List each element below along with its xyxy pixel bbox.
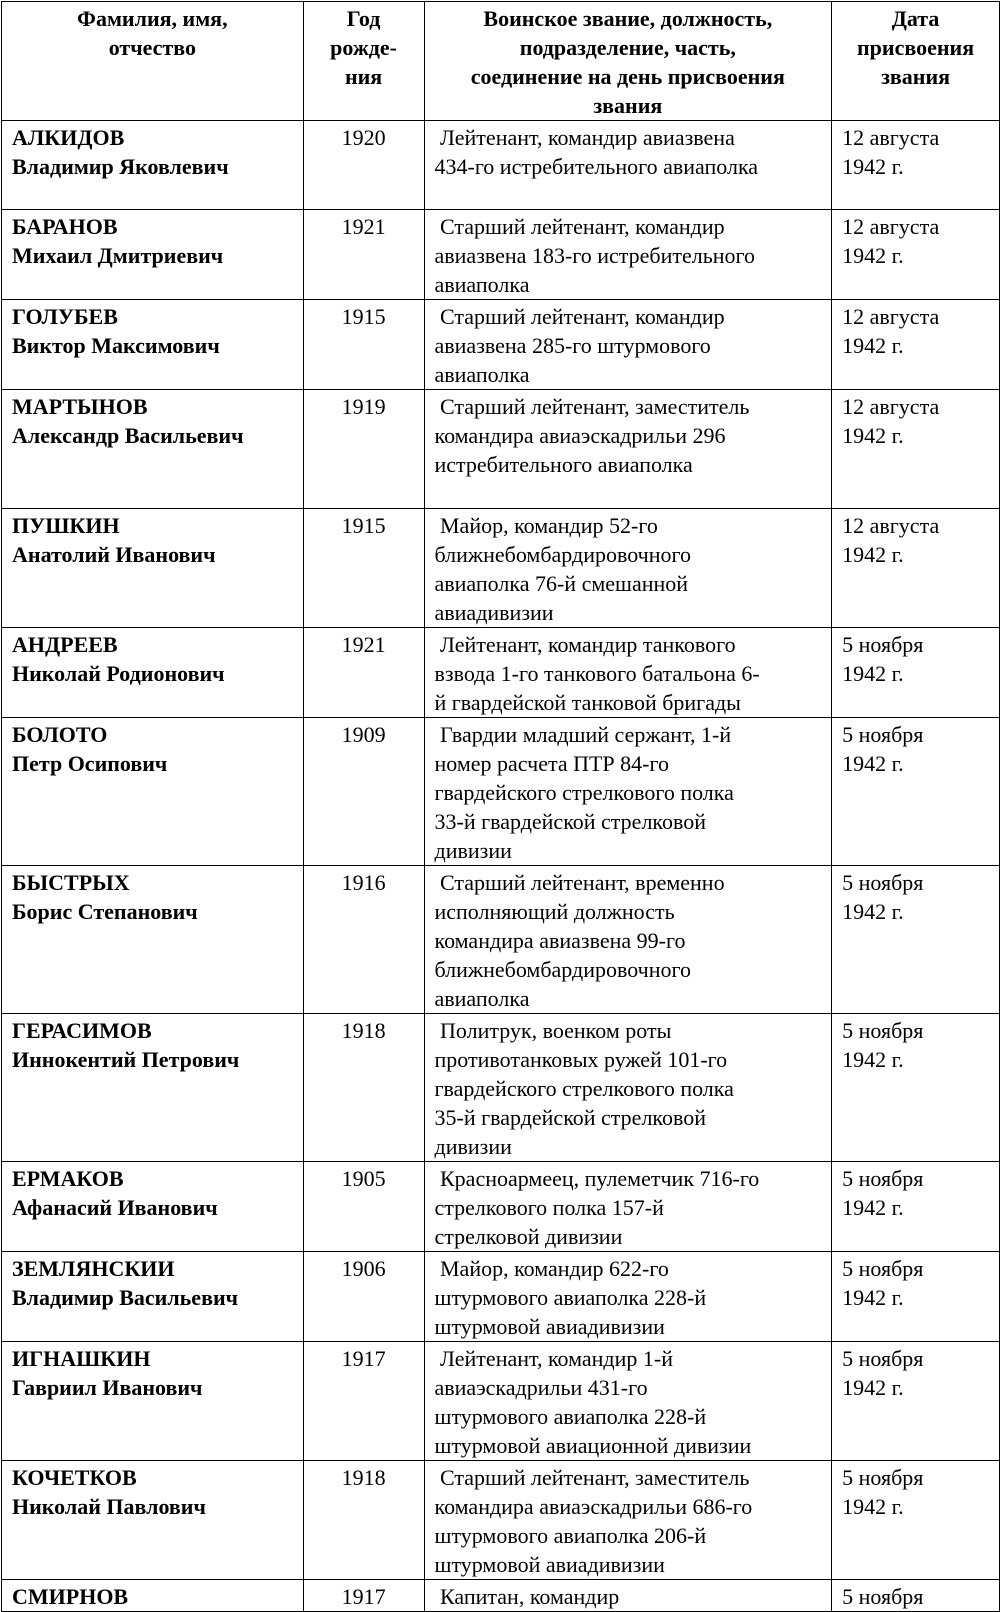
- header-description: [424, 2, 832, 121]
- description-line: дивизии: [434, 1134, 512, 1159]
- cell-description: [424, 509, 832, 628]
- date-line: 5 ноября: [842, 1166, 924, 1191]
- description-line: стрелкового полка 157-й: [434, 1195, 664, 1220]
- cell-date: [832, 300, 1000, 390]
- date-line: 5 ноября: [842, 870, 924, 895]
- table-row: [2, 121, 1000, 210]
- description-line: 434-го истребительного авиаполка: [434, 154, 759, 179]
- cell-name: [2, 1162, 304, 1252]
- given-name: Петр Осипович: [12, 751, 168, 776]
- date-line: 12 августа: [842, 125, 940, 150]
- surname: БОЛОТО: [12, 722, 108, 747]
- header-name-line: отчество: [108, 35, 196, 60]
- given-name: Владимир Васильевич: [12, 1285, 239, 1310]
- description-line: Старший лейтенант, заместитель: [434, 394, 750, 419]
- date-line: 5 ноября: [842, 722, 924, 747]
- cell-description: [424, 1580, 832, 1612]
- date-line: 1942 г.: [842, 1195, 904, 1220]
- cell-date: [832, 121, 1000, 210]
- given-name: Александр Васильевич: [12, 423, 244, 448]
- description-line: стрелковой дивизии: [434, 1224, 623, 1249]
- header-year-line: ния: [344, 64, 383, 89]
- date-line: 1942 г.: [842, 751, 904, 776]
- header-date-line: Дата: [891, 6, 940, 31]
- date-line: 12 августа: [842, 394, 940, 419]
- description-line: Лейтенант, командир 1-й: [434, 1346, 673, 1371]
- given-name: Афанасий Иванович: [12, 1195, 218, 1220]
- header-desc-line: соединение на день присвоения: [470, 64, 785, 89]
- date-line: 12 августа: [842, 513, 940, 538]
- birth-year: 1915: [303, 509, 424, 628]
- surname: ПУШКИН: [12, 513, 120, 538]
- header-desc-line: звания: [593, 93, 663, 118]
- date-line: 1942 г.: [842, 1285, 904, 1310]
- given-name: Виктор Максимович: [12, 333, 220, 358]
- description-line: Майор, командир 622-го: [434, 1256, 669, 1281]
- date-line: 1942 г.: [842, 1047, 904, 1072]
- surname: ИГНАШКИН: [12, 1346, 151, 1371]
- given-name: Михаил Дмитриевич: [12, 243, 224, 268]
- table-row: [2, 300, 1000, 390]
- cell-name: [2, 300, 304, 390]
- cell-description: [424, 718, 832, 866]
- cell-description: [424, 1461, 832, 1580]
- description-line: противотанковых ружей 101-го: [434, 1047, 728, 1072]
- cell-name: [2, 1014, 304, 1162]
- description-line: ближнебомбардировочного: [434, 542, 691, 567]
- description-line: Старший лейтенант, заместитель: [434, 1465, 750, 1490]
- description-line: Старший лейтенант, командир: [434, 214, 725, 239]
- birth-year: 1917: [303, 1342, 424, 1461]
- date-line: 1942 г.: [842, 661, 904, 686]
- cell-date: [832, 390, 1000, 509]
- cell-name: [2, 1580, 304, 1612]
- table-row: [2, 509, 1000, 628]
- description-line: авиадивизии: [434, 600, 554, 625]
- date-line: 1942 г.: [842, 1494, 904, 1519]
- heroes-table: [1, 1, 1000, 1612]
- description-line: исполняющий должность: [434, 899, 675, 924]
- surname: СМИРНОВ: [12, 1584, 129, 1609]
- description-line: 33-й гвардейской стрелковой: [434, 809, 707, 834]
- given-name: Николай Родионович: [12, 661, 225, 686]
- surname: МАРТЫНОВ: [12, 394, 148, 419]
- description-line: ближнебомбардировочного: [434, 957, 691, 982]
- description-line: штурмовой авиационной дивизии: [434, 1433, 752, 1458]
- cell-date: [832, 1342, 1000, 1461]
- header-desc-line: подразделение, часть,: [519, 35, 736, 60]
- cell-date: [832, 1580, 1000, 1612]
- description-line: гвардейского стрелкового полка: [434, 1076, 734, 1101]
- cell-description: [424, 1252, 832, 1342]
- cell-description: [424, 628, 832, 718]
- header-row: [2, 2, 1000, 121]
- given-name: Гавриил Иванович: [12, 1375, 203, 1400]
- cell-description: [424, 121, 832, 210]
- description-line: дивизии: [434, 838, 512, 863]
- birth-year: 1916: [303, 866, 424, 1014]
- header-year-line: рожде-: [330, 35, 397, 60]
- description-line: Майор, командир 52-го: [434, 513, 658, 538]
- surname: КОЧЕТКОВ: [12, 1465, 137, 1490]
- table-row: [2, 1252, 1000, 1342]
- cell-name: [2, 1252, 304, 1342]
- table-row: [2, 210, 1000, 300]
- cell-date: [832, 866, 1000, 1014]
- description-line: гвардейского стрелкового полка: [434, 780, 734, 805]
- description-line: штурмового авиаполка 228-й: [434, 1404, 707, 1429]
- birth-year: 1905: [303, 1162, 424, 1252]
- date-line: 1942 г.: [842, 243, 904, 268]
- cell-name: [2, 866, 304, 1014]
- birth-year: 1919: [303, 390, 424, 509]
- cell-date: [832, 628, 1000, 718]
- description-line: й гвардейской танковой бригады: [434, 690, 741, 715]
- cell-description: [424, 866, 832, 1014]
- cell-date: [832, 1252, 1000, 1342]
- cell-date: [832, 718, 1000, 866]
- birth-year: 1921: [303, 210, 424, 300]
- description-line: авиаполка: [434, 986, 530, 1011]
- given-name: Николай Павлович: [12, 1494, 206, 1519]
- table-row: [2, 628, 1000, 718]
- table-row: [2, 1342, 1000, 1461]
- header-date: [832, 2, 1000, 121]
- table-row: [2, 1014, 1000, 1162]
- date-line: 1942 г.: [842, 899, 904, 924]
- description-line: авиаполка: [434, 362, 530, 387]
- description-line: авиаполка: [434, 272, 530, 297]
- date-line: 5 ноября: [842, 1018, 924, 1043]
- header-name: [2, 2, 304, 121]
- description-line: авиаэскадрильи 431-го: [434, 1375, 648, 1400]
- cell-name: [2, 210, 304, 300]
- date-line: 5 ноября: [842, 1256, 924, 1281]
- given-name: Анатолий Иванович: [12, 542, 216, 567]
- cell-description: [424, 1162, 832, 1252]
- surname: ГОЛУБЕВ: [12, 304, 118, 329]
- surname: АЛКИДОВ: [12, 125, 125, 150]
- header-name-line: Фамилия, имя,: [77, 6, 228, 31]
- header-date-line: присвоения: [857, 35, 975, 60]
- given-name: Иннокентий Петрович: [12, 1047, 240, 1072]
- cell-name: [2, 718, 304, 866]
- description-line: штурмового авиаполка 206-й: [434, 1523, 707, 1548]
- birth-year: 1915: [303, 300, 424, 390]
- description-line: истребительного авиаполка: [434, 452, 693, 477]
- description-line: взвода 1-го танкового батальона 6-: [434, 661, 760, 686]
- cell-name: [2, 1342, 304, 1461]
- date-line: 5 ноября: [842, 632, 924, 657]
- cell-name: [2, 390, 304, 509]
- description-line: Политрук, военком роты: [434, 1018, 672, 1043]
- cell-name: [2, 628, 304, 718]
- given-name: Владимир Яковлевич: [12, 154, 229, 179]
- surname: БАРАНОВ: [12, 214, 118, 239]
- header-year: [303, 2, 424, 121]
- description-line: авиазвена 285-го штурмового: [434, 333, 711, 358]
- cell-date: [832, 509, 1000, 628]
- cell-date: [832, 210, 1000, 300]
- cell-description: [424, 1014, 832, 1162]
- table-row: [2, 390, 1000, 509]
- cell-date: [832, 1162, 1000, 1252]
- date-line: 12 августа: [842, 214, 940, 239]
- table-row: [2, 866, 1000, 1014]
- cell-description: [424, 300, 832, 390]
- birth-year: 1909: [303, 718, 424, 866]
- date-line: 1942 г.: [842, 1375, 904, 1400]
- cell-date: [832, 1461, 1000, 1580]
- description-line: штурмового авиаполка 228-й: [434, 1285, 707, 1310]
- date-line: 1942 г.: [842, 154, 904, 179]
- birth-year: 1920: [303, 121, 424, 210]
- birth-year: 1918: [303, 1014, 424, 1162]
- description-line: авиазвена 183-го истребительного: [434, 243, 756, 268]
- date-line: 1942 г.: [842, 333, 904, 358]
- birth-year: 1917: [303, 1580, 424, 1612]
- surname: АНДРЕЕВ: [12, 632, 118, 657]
- cell-description: [424, 1342, 832, 1461]
- surname: ЕРМАКОВ: [12, 1166, 124, 1191]
- description-line: Гвардии младший сержант, 1-й: [434, 722, 732, 747]
- cell-date: [832, 1014, 1000, 1162]
- cell-name: [2, 1461, 304, 1580]
- date-line: 1942 г.: [842, 423, 904, 448]
- surname: БЫСТРЫХ: [12, 870, 130, 895]
- date-line: 5 ноября: [842, 1346, 924, 1371]
- description-line: Старший лейтенант, командир: [434, 304, 725, 329]
- cell-name: [2, 121, 304, 210]
- table-row: [2, 1162, 1000, 1252]
- date-line: 5 ноября: [842, 1465, 924, 1490]
- birth-year: 1906: [303, 1252, 424, 1342]
- date-line: 1942 г.: [842, 542, 904, 567]
- description-line: командира авиаэскадрильи 686-го: [434, 1494, 753, 1519]
- cell-name: [2, 509, 304, 628]
- description-line: штурмовой авиадивизии: [434, 1552, 665, 1577]
- description-line: штурмовой авиадивизии: [434, 1314, 665, 1339]
- description-line: номер расчета ПТР 84-го: [434, 751, 669, 776]
- description-line: авиаполка 76-й смешанной: [434, 571, 689, 596]
- cell-description: [424, 390, 832, 509]
- header-date-line: звания: [881, 64, 951, 89]
- description-line: командира авиазвена 99-го: [434, 928, 686, 953]
- birth-year: 1918: [303, 1461, 424, 1580]
- description-line: командира авиаэскадрильи 296: [434, 423, 726, 448]
- header-year-line: Год: [346, 6, 381, 31]
- description-line: Красноармеец, пулеметчик 716-го: [434, 1166, 760, 1191]
- table-row: [2, 718, 1000, 866]
- description-line: Лейтенант, командир авиазвена: [434, 125, 735, 150]
- header-desc-line: Воинское звание, должность,: [483, 6, 773, 31]
- birth-year: 1921: [303, 628, 424, 718]
- surname: ЗЕМЛЯНСКИИ: [12, 1256, 175, 1281]
- date-line: 12 августа: [842, 304, 940, 329]
- description-line: 35-й гвардейской стрелковой: [434, 1105, 707, 1130]
- date-line: 5 ноября: [842, 1584, 924, 1609]
- description-line: Капитан, командир: [434, 1584, 620, 1609]
- given-name: Борис Степанович: [12, 899, 198, 924]
- cell-description: [424, 210, 832, 300]
- description-line: Старший лейтенант, временно: [434, 870, 725, 895]
- table-row: [2, 1461, 1000, 1580]
- table-row: [2, 1580, 1000, 1612]
- surname: ГЕРАСИМОВ: [12, 1018, 152, 1043]
- description-line: Лейтенант, командир танкового: [434, 632, 736, 657]
